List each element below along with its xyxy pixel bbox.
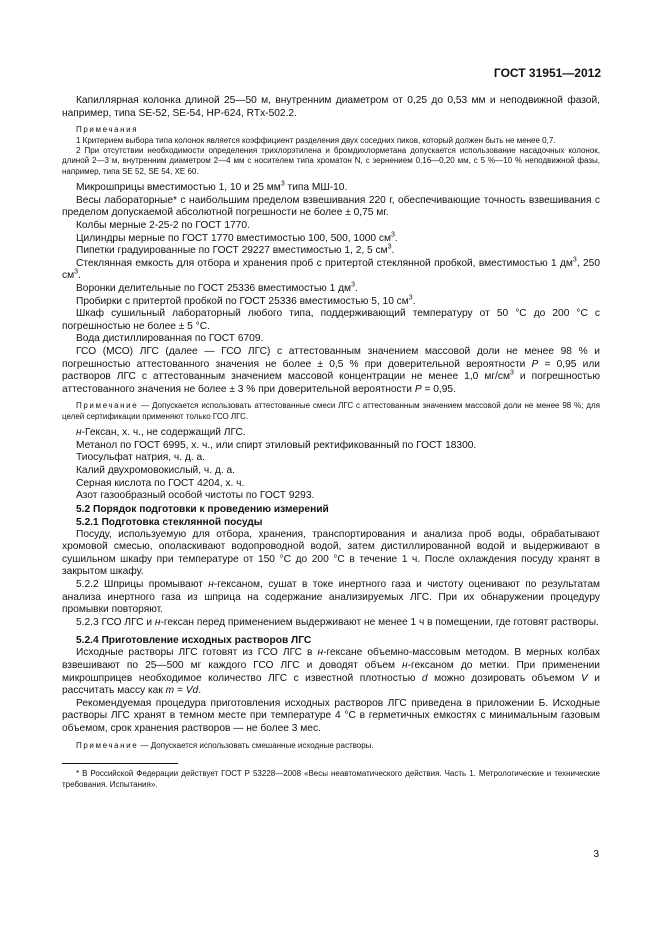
paragraph-capillary-column: Капиллярная колонка длиной 25—50 м, внутренним диаметром от 0,25 до 0,53 мм и неподвижной фазой, например, типа SE-52, SE-54, HP-624, RTx-502.2. [62, 95, 600, 119]
notes-title: Примечания [76, 125, 139, 135]
paragraph-pipettes: Пипетки градуированные по ГОСТ 29227 вместимостью 1, 2, 5 $см^3$. [76, 243, 395, 257]
paragraph-recommended-procedure: Рекомендуемая процедура приготовления исходных растворов ЛГС приведена в приложении Б. Исходные растворы ЛГС хранят в темном месте при температуре 4 °С в герметичных емкостях с минимальным газовым объемом, срок хранения растворов — не более 3 мес. [62, 697, 600, 734]
document-id: ГОСТ 31951—2012 [493, 66, 601, 80]
paragraph-methanol: Метанол по ГОСТ 6995, х. ч., или спирт этиловый ректификованный по ГОСТ 18300. [76, 439, 477, 451]
paragraph-funnels: Воронки делительные по ГОСТ 25336 вместимостью 1 $дм^3$. [76, 281, 358, 294]
paragraph-scales: Весы лабораторные* с наибольшим пределом взвешивания 220 г, обеспечивающие точность взвешивания с пределом допускаемой абсолютной погрешности не более ± 0,75 мг. [62, 194, 600, 219]
page-number: 3 [593, 849, 599, 860]
note-certified-mixtures: Примечание — Допускается использовать аттестованные смеси ЛГС с аттестованным значением массовой доли не менее 98 %; для целей сертификации применяют только ГСО ЛГС. [62, 401, 600, 421]
note-mixed-solutions: Примечание — Допускается использовать смешанные исходные растворы. [76, 740, 374, 750]
paragraph-glassware-treatment: Посуду, используемую для отбора, хранения, транспортирования и анализа проб воды, обрабатывают хромовой смесью, ополаскивают водопроводной водой, затем дистиллированной водой и выдерживают в сушильном шкафу при температуре от 150 °С до 200 °С в течение 1 ч. После охлаждения посуду хранят в закрытом шкафу. [62, 528, 600, 578]
paragraph-flasks: Колбы мерные 2-25-2 по ГОСТ 1770. [76, 220, 250, 231]
paragraph-gso-hexane-storage: 5.2.3 ГСО ЛГС и н-гексан перед применением выдерживают не менее 1 ч в помещении, где готовят растворы. [76, 616, 599, 628]
paragraph-distilled-water: Вода дистиллированная по ГОСТ 6709. [76, 333, 264, 345]
footnote-divider [62, 763, 178, 764]
paragraph-dichromate: Калий двухромовокислый, ч. д. а. [76, 464, 235, 476]
paragraph-cylinders: Цилиндры мерные по ГОСТ 1770 вместимостью 100, 500, 1000 $см^3$. [76, 231, 398, 244]
section-heading-5-2-1: 5.2.1 Подготовка стеклянной посуды [76, 516, 263, 528]
paragraph-hexane: н-Гексан, х. ч., не содержащий ЛГС. [76, 427, 246, 439]
paragraph-thiosulfate: Тиосульфат натрия, ч. д. а. [76, 452, 206, 464]
paragraph-gso-lgs: ГСО (МСО) ЛГС (далее — ГСО ЛГС) с аттестованным значением массовой доли не менее 98 % и погрешностью аттестованного значения не более ± 0,5 % при доверительной вероятности P = 0,95 или растворов ЛГС с аттестованным значением массовой концентрации не менее 1,0 $мг/см^3$ и погрешностью аттестованного значения не более ± 3 % при доверительной вероятности P = 0,95. [62, 345, 600, 395]
footnote: * В Российской Федерации действует ГОСТ Р 53228—2008 «Весы неавтоматического действия. Часть 1. Метрологические и технические требования. Испытания». [62, 769, 600, 789]
section-heading-5-2: 5.2 Порядок подготовки к проведению измерений [76, 503, 329, 515]
paragraph-sulfuric-acid: Серная кислота по ГОСТ 4204, х. ч. [76, 477, 245, 489]
paragraph-test-tubes: Пробирки с притертой пробкой по ГОСТ 25336 вместимостью 5, 10 $см^3$. [76, 294, 416, 307]
paragraph-nitrogen: Азот газообразный особой чистоты по ГОСТ 9293. [76, 490, 315, 502]
note-1: 1 Критерием выбора типа колонок является коэффициент разделения двух соседних пиков, который должен быть не менее 0,7. [76, 135, 556, 145]
paragraph-stock-solutions: Исходные растворы ЛГС готовят из ГСО ЛГС в н-гексане объемно-массовым методом. В мерных колбах взвешивают по 25—500 мг каждого ГСО ЛГС и доводят объем н-гексаном до метки. При применении микрошприцев необходимое количество ЛГС с известной плотностью d можно дозировать объемом V и рассчитать массу как m = Vd. [62, 647, 601, 697]
page-content [62, 95, 600, 790]
section-heading-5-2-4: 5.2.4 Приготовление исходных растворов ЛГС [76, 635, 312, 647]
paragraph-drying-cabinet: Шкаф сушильный лабораторный любого типа, поддерживающий температуру от 50 °С до 200 °С с погрешностью не более ± 5 °С. [62, 308, 600, 332]
note-2: 2 При отсутствии необходимости определения трихлорэтилена и бромдихлорметана допускается использование насадочных колонок, длиной 2—3 м, внутренним диаметром 2—4 мм с носителем типа хроматон N, с зернением 0,16—0,20 мм, с 5 %—10 % неподвижной фазы, например, типа SE 52, SE 54, XE 60. [62, 146, 600, 176]
paragraph-syringes: 5.2.2 Шприцы промывают н-гексаном, сушат в токе инертного газа и чистоту оценивают по результатам анализа инертного газа из шприца на содержание анализируемых ЛГС. При их обнаружении процедуру промывки повторяют. [62, 579, 600, 616]
paragraph-glass-container: Стеклянная емкость для отбора и хранения проб с притертой стеклянной пробкой, вместимостью 1 $дм^3$, 250 $см^3$. [62, 256, 600, 282]
paragraph-microsyringes: Микрошприцы вместимостью 1, 10 и 25 $мм^3$ типа МШ-10. [76, 180, 348, 194]
